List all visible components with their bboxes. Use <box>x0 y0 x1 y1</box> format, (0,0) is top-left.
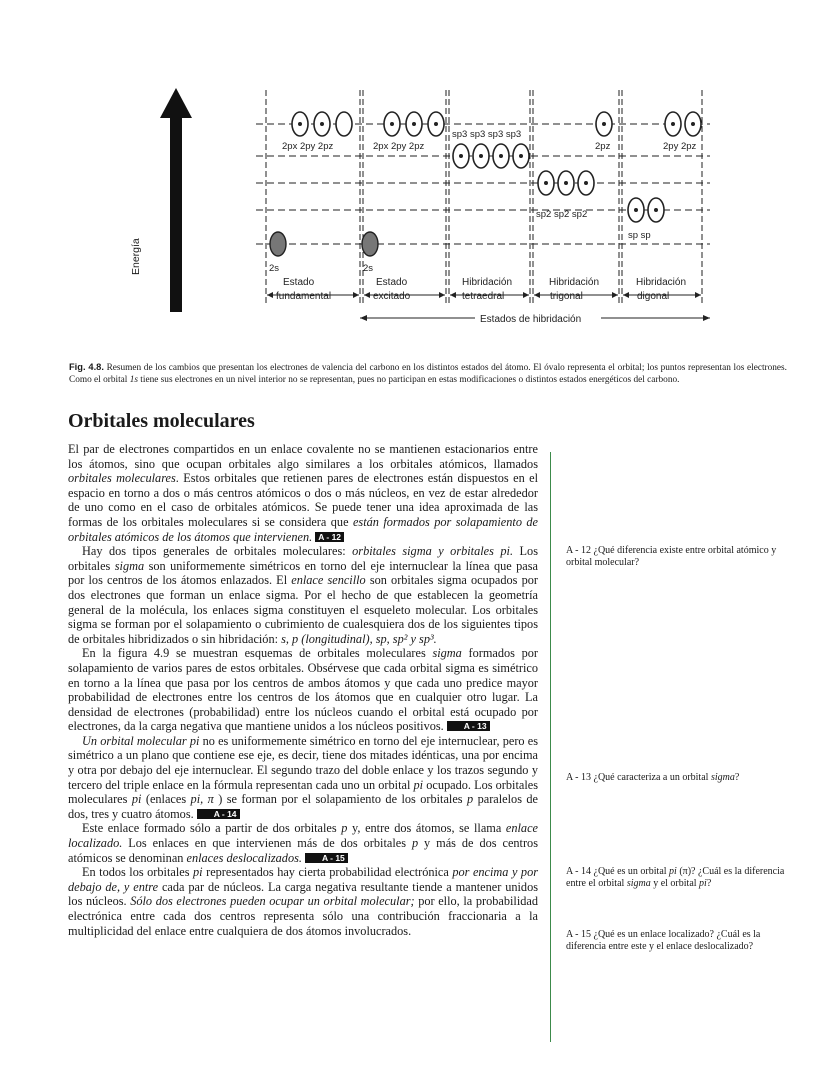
excited-2p-label: 2px 2py 2pz <box>373 141 425 152</box>
caption-text-a: Resumen de los cambios que presentan los electrones de valencia del carbono en los distintos estados del átomo. El óvalo representa el orbital; los puntos representan los electrones. Como el orbital <box>69 363 787 385</box>
text: Los orbitales <box>68 544 538 573</box>
term: pi <box>131 792 142 807</box>
term: pi <box>669 866 677 877</box>
term: sigma <box>114 558 145 573</box>
term: pi <box>413 777 424 792</box>
state-excited-line2: excitado <box>373 291 411 302</box>
ground-2s-orbital <box>270 232 286 256</box>
sp-label: sp sp <box>628 230 651 241</box>
energy-diagram <box>70 80 790 340</box>
term: Un orbital molecular pi <box>82 733 200 748</box>
term: sigma <box>710 772 735 783</box>
trigonal-2pz-label: 2pz <box>595 141 611 152</box>
digonal-2p-label: 2py 2pz <box>663 141 697 152</box>
question-tag-a14[interactable]: A - 14 <box>197 809 240 819</box>
term: p <box>341 821 348 836</box>
paragraph-2 <box>68 544 538 646</box>
question-tag-a15[interactable]: A - 15 <box>305 853 348 863</box>
text: formados por solapamiento de varios pares de estos orbitales. Obsérvese que cada orbital sigma es simétrico en torno a la línea que pasa por los centros de ambos átomos y que cada uno predice mayor probabilidad de electrones entre los centros de los átomos que en cualquier otro lugar. La densidad de electrones (probabilidad) entre los núcleos cuando el orbital está ocupado por electrones, da la carga negativa que mantiene unidos a los núcleos positivos. <box>68 646 538 734</box>
caption-label: Fig. 4.8. <box>69 362 104 372</box>
question-tag-a12[interactable]: A - 12 <box>315 532 344 542</box>
ground-2s-label: 2s <box>269 263 280 274</box>
excited-2s-orbital <box>362 232 378 256</box>
paragraph-5 <box>68 821 538 865</box>
term: p <box>467 792 474 807</box>
energy-axis-label: Energía <box>130 238 142 275</box>
text: y más de dos centros atómicos se denominan <box>68 836 538 865</box>
term: enlace localizado. <box>68 821 538 851</box>
paragraph-4 <box>68 734 538 822</box>
paragraph-1 <box>68 442 538 544</box>
paragraph-3 <box>68 646 538 734</box>
text: y, entre dos átomos, se llama <box>347 821 506 836</box>
text: son orbitales sigma ocupados por dos electrones que forman un enlace sigma. Por el hecho de que establecen la geometría general de la molécula, los enlaces sigma constituyen el esqueleto molecular. Los orbitales sigma se forman por el solapamiento o cubrimiento de cualesquiera dos de los siguientes tipos de orbitales hibridizados o sin hibridación: <box>68 573 538 646</box>
term: orbitales moleculares <box>68 471 176 486</box>
state-tetra-line1: Hibridación <box>462 277 513 288</box>
sp3-label: sp3 sp3 sp3 sp3 <box>452 129 522 140</box>
text: En la figura 4.9 se muestran esquemas de orbitales moleculares <box>82 646 433 661</box>
term: pi <box>193 865 203 880</box>
text: no es uniformemente simétrico en torno del eje internuclear, pero es simétrico a un plano que contiene ese eje, es decir, tiene dos mitades idénticas, una por encima y otra por debajo del eje internuclear. El segundo trazo del doble enlace y los trazos segundo y tercero del triple enlace en la fórmula representan cada uno un orbital <box>68 733 538 792</box>
text: En todos los orbitales <box>82 865 194 880</box>
state-dig-line1: Hibridación <box>636 277 687 288</box>
excited-2s-label: 2s <box>363 263 374 274</box>
term: pi <box>699 878 707 889</box>
term: enlaces deslocalizados. <box>186 850 302 865</box>
body-text <box>68 442 538 938</box>
energy-arrow <box>160 88 192 312</box>
question-tag-a13[interactable]: A - 13 <box>447 721 490 731</box>
term: p <box>411 836 419 851</box>
hybrid-states-label: Estados de hibridación <box>480 314 582 325</box>
emphasis: Sólo dos electrones pueden ocupar un orbital molecular; <box>130 894 415 909</box>
term: sigma <box>626 878 651 889</box>
state-ground-line1: Estado <box>283 277 315 288</box>
figure-4-8 <box>70 80 790 350</box>
margin-question-a14 <box>566 866 786 890</box>
text: por ello, la probabilidad electrónica entre cada dos centros representa sólo una contribución fraccionaria a la multiplicidad del enlace entre cualquiera de dos átomos involucrados. <box>68 894 538 938</box>
state-trig-line1: Hibridación <box>549 277 600 288</box>
caption-text-b: tiene sus electrones en un nivel interior no se representan, pues no participan en estas modificaciones o distintos estados energéticos del carbono. <box>137 374 680 385</box>
state-excited-line1: Estado <box>376 277 408 288</box>
text: . Estos orbitales que retienen pares de electrones están dispuestos en el espacio en torno a dos o más centros atómicos o dos o más núcleos, en vez de estar alrededor de uno como en el caso de orbitales atómicos. Se puede tener una idea aproximada de las formas de los orbitales moleculares si se considera que <box>68 471 538 529</box>
state-tetra-line2: tetraedral <box>462 291 505 302</box>
text: A - 13 ¿Qué caracteriza a un orbital <box>566 772 711 783</box>
margin-question-a13 <box>566 772 786 784</box>
text: ocupado. Los orbitales moleculares <box>68 777 538 807</box>
margin-question-a15: A - 15 ¿Qué es un enlace localizado? ¿Cuál es la diferencia entre este y el enlace deslocalizado? <box>566 929 761 952</box>
margin-divider <box>550 452 551 1042</box>
text: paralelos de dos, tres y cuatro átomos. <box>68 792 539 821</box>
text: y el orbital <box>650 878 700 889</box>
text: Este enlace formado sólo a partir de dos orbitales <box>82 821 342 836</box>
text: A - 14 ¿Qué es un orbital <box>566 866 670 877</box>
term: sigma <box>432 646 462 661</box>
state-trig-line2: trigonal <box>550 291 583 302</box>
section-title: Orbitales moleculares <box>68 410 255 432</box>
emphasis: por encima y por debajo de, y entre <box>68 865 538 894</box>
margin-question-a12: A - 12 ¿Qué diferencia existe entre orbital atómico y orbital molecular? <box>566 545 777 568</box>
text: ? <box>734 772 740 783</box>
text: son uniformemente simétricos en torno del eje internuclear la línea que pasa por los centros de los átomos enlazados. El <box>68 558 538 588</box>
term: orbitales sigma y orbitales pi. <box>352 544 514 559</box>
caption-1s: 1s <box>129 374 138 385</box>
text: ? <box>706 878 712 889</box>
text: ) se forman por el solapamiento de los orbitales <box>213 792 468 807</box>
emphasis: están formados por solapamiento de orbitales atómicos de los átomos que intervienen. <box>68 514 539 544</box>
term: enlace sencillo <box>291 573 366 588</box>
term: s, p (longitudinal), sp, sp² y sp³. <box>281 631 437 646</box>
digonal-2p-orbitals <box>665 112 701 136</box>
ground-2p-label: 2px 2py 2pz <box>282 141 334 152</box>
text: Hay dos tipos generales de orbitales moleculares: <box>82 544 353 559</box>
state-dig-line2: digonal <box>637 291 670 302</box>
state-ground-line2: fundamental <box>276 291 332 302</box>
text: Los enlaces en que intervienen más de dos orbitales <box>122 836 412 851</box>
text: representados hay cierta probabilidad electrónica <box>202 865 453 880</box>
text: cada par de núcleos. La carga negativa resultante tiende a mantener unidos los núcleos. <box>68 879 538 909</box>
sp2-label: sp2 sp2 sp2 <box>536 209 588 220</box>
paragraph-6 <box>68 865 538 938</box>
text: (enlaces <box>141 792 191 807</box>
text: El par de electrones compartidos en un enlace covalente no se mantienen estacionarios entre los átomos, sino que ocupan orbitales algo similares a los orbitales atómicos, llamados <box>68 442 538 471</box>
text: (π)? ¿Cuál es la diferencia entre el orbital <box>566 866 785 889</box>
figure-caption <box>69 362 787 386</box>
term: pi, π <box>190 792 214 807</box>
